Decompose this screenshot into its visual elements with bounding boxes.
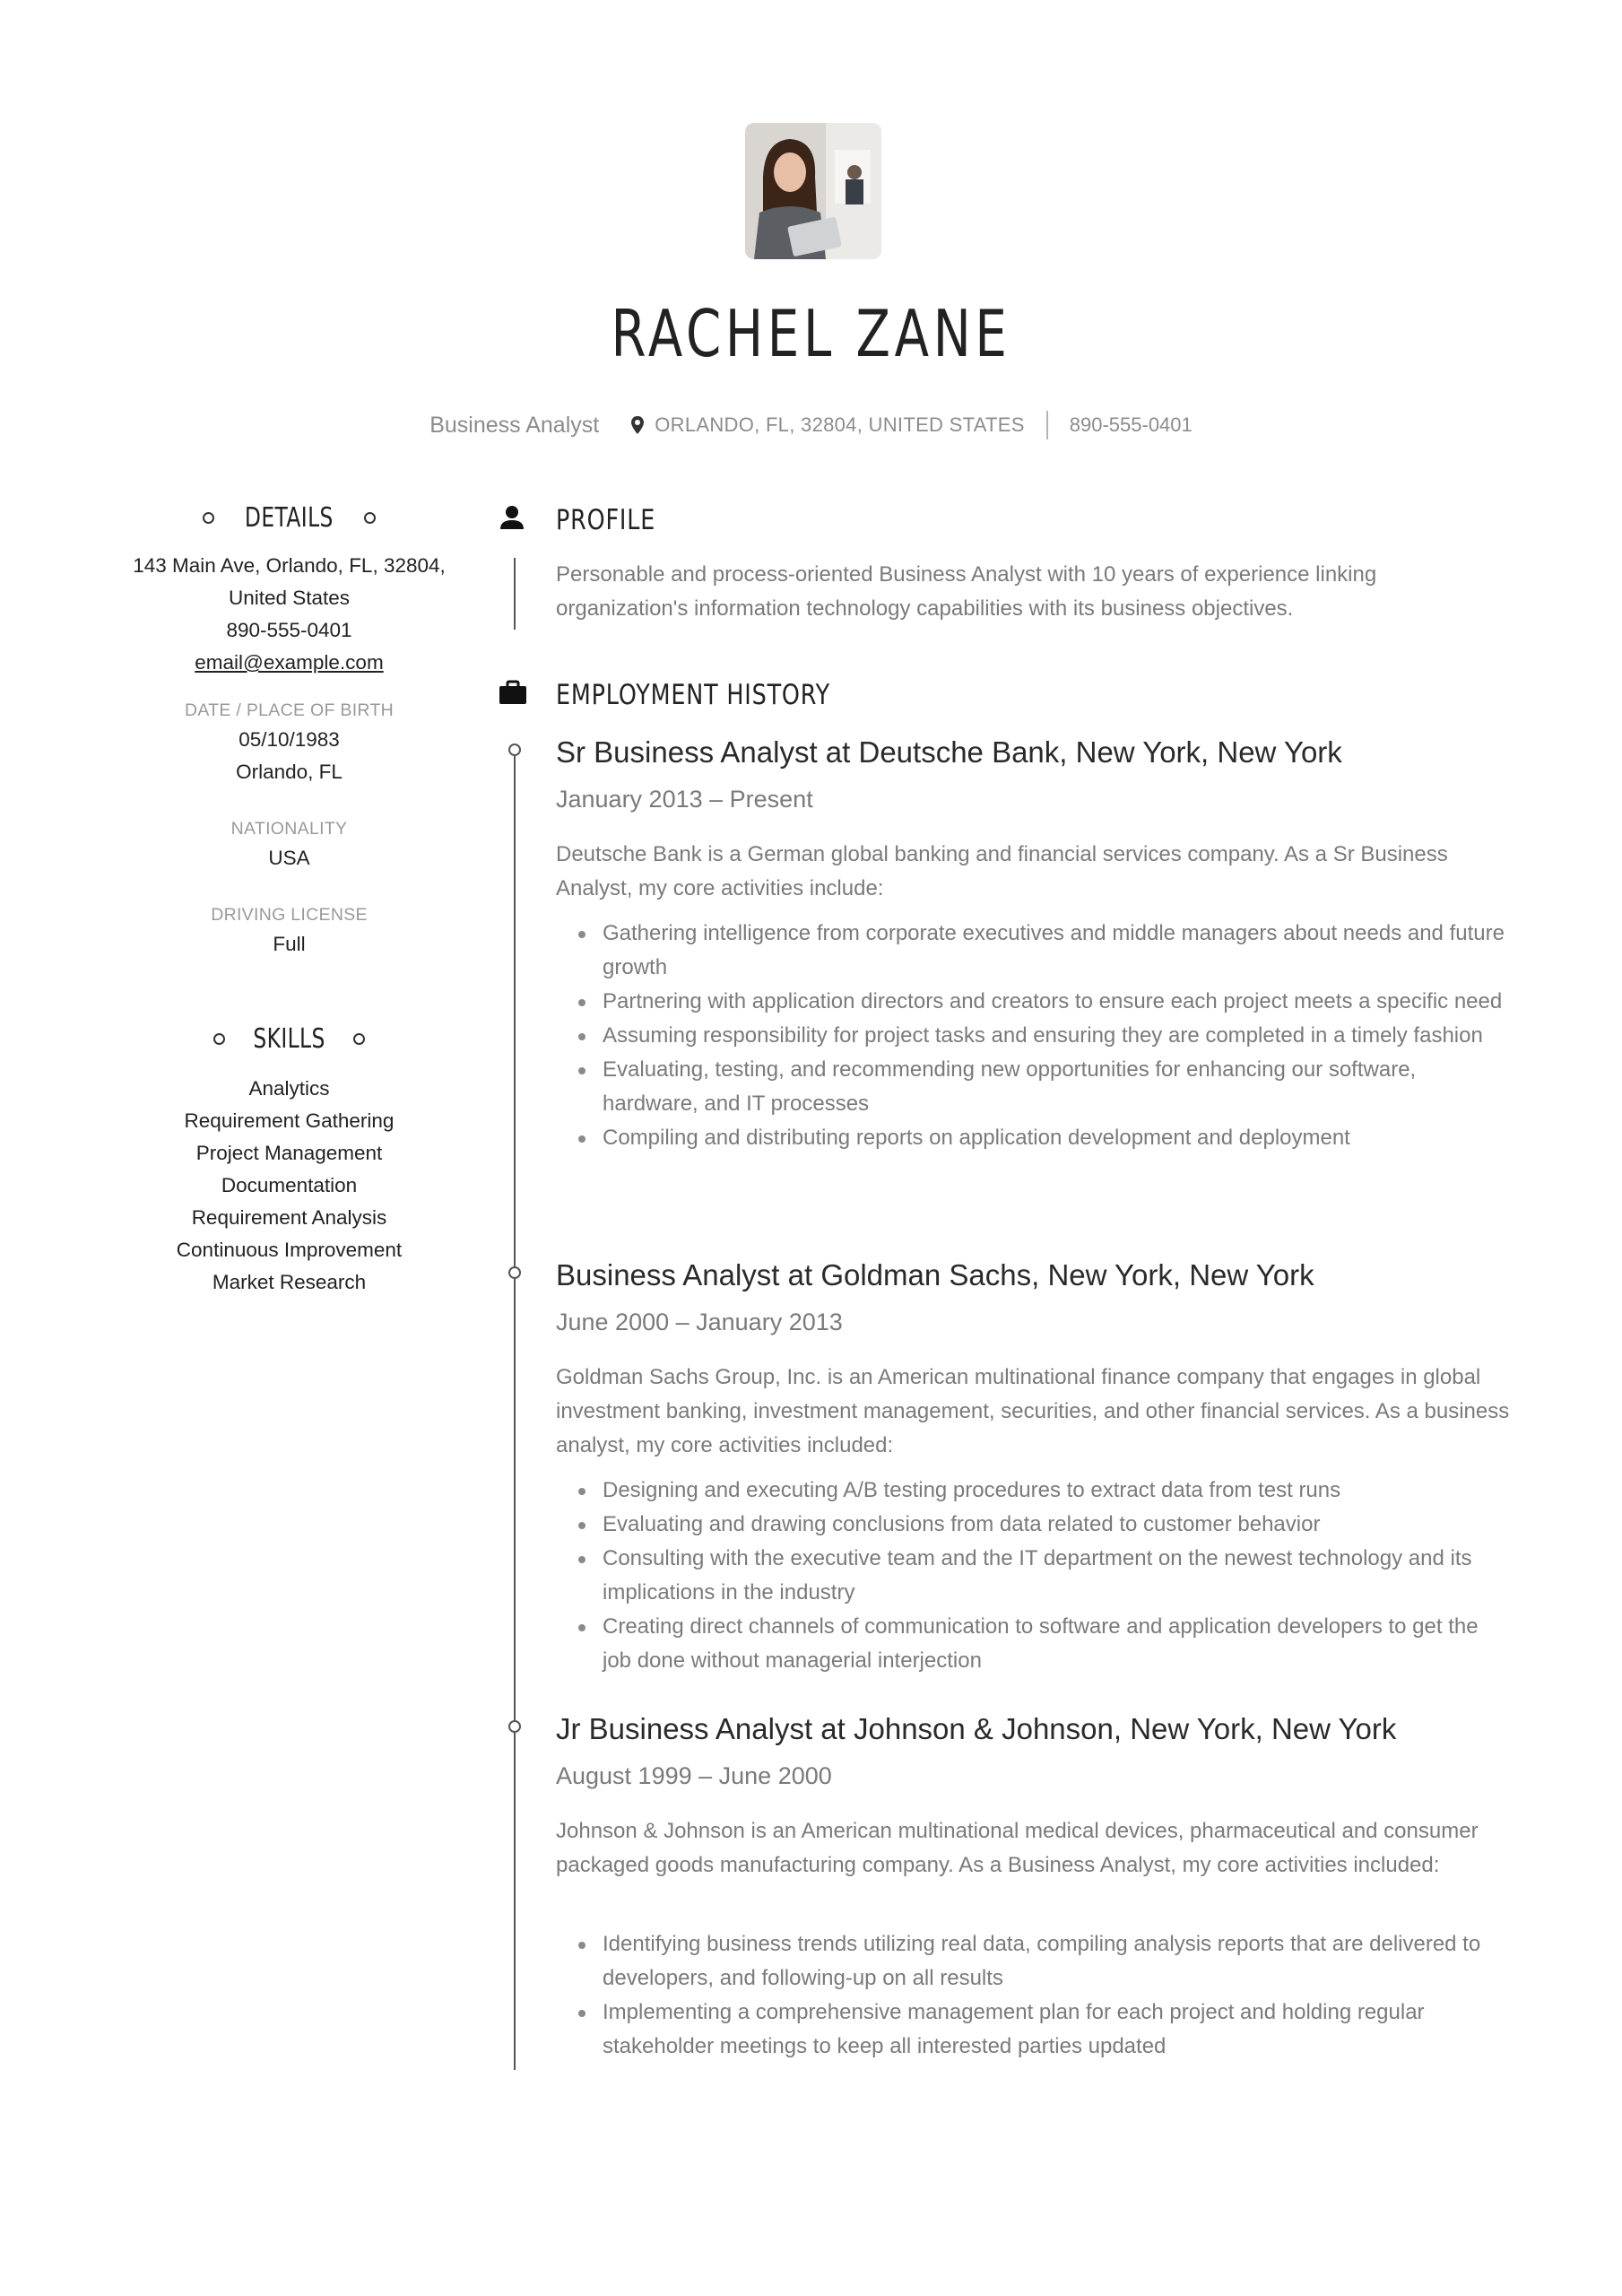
job-description-2: Goldman Sachs Group, Inc. is an American multinational finance company that engages in global investment banking, investment management, securities, and other financial services. As a business analyst, my core activities included: (556, 1365, 1510, 1457)
header-subline (0, 411, 1622, 439)
skills-heading: SKILLS (108, 1023, 471, 1055)
details-heading: DETAILS (108, 502, 471, 534)
nationality: USA (268, 847, 310, 869)
employment-timeline (514, 752, 516, 2070)
ring-icon (353, 1033, 365, 1045)
skill-item: Analytics (248, 1077, 330, 1100)
birth-date: 05/10/1983 (239, 728, 340, 751)
list-item: Evaluating and drawing conclusions from data related to customer behavior (556, 1508, 1506, 1542)
list-item: Creating direct channels of communication to software and application developers to get the job done without managerial interjection (556, 1610, 1506, 1678)
list-item: Partnering with application directors and creators to ensure each project meets a specific need (556, 985, 1506, 1019)
header-phone: 890-555-0401 (1069, 413, 1193, 436)
profile-text: Personable and process-oriented Business Analyst with 10 years of experience linking organization's information technology capabilities with its business objectives. (556, 562, 1377, 621)
profile-heading: PROFILE (556, 504, 656, 536)
divider (1046, 411, 1048, 439)
profile-photo (745, 123, 881, 259)
candidate-name: RACHEL ZANE (611, 296, 1011, 371)
job-bullets-3 (556, 1927, 1506, 2064)
address-line-1: 143 Main Ave, Orlando, FL, 32804, (133, 554, 446, 577)
ring-icon (203, 512, 214, 524)
job-title-3: Jr Business Analyst at Johnson & Johnson, New York, New York (556, 1712, 1397, 1745)
birth-place: Orlando, FL (236, 761, 343, 783)
job-bullets-1 (556, 917, 1506, 1155)
timeline-node (508, 744, 521, 756)
skill-item: Continuous Improvement (176, 1239, 403, 1261)
email-link[interactable]: email@example.com (195, 651, 384, 674)
list-item: Designing and executing A/B testing procedures to extract data from test runs (556, 1474, 1506, 1508)
job-title-1: Sr Business Analyst at Deutsche Bank, New York, New York (556, 735, 1342, 769)
address-line-2: United States (228, 587, 351, 609)
job-title: Business Analyst (429, 412, 600, 438)
job-dates-3: August 1999 – June 2000 (556, 1762, 832, 1789)
list-item: Evaluating, testing, and recommending new opportunities for enhancing our software, hardware, and IT processes (556, 1053, 1506, 1121)
timeline-node (508, 1720, 521, 1733)
license: Full (273, 933, 306, 955)
nationality-label: NATIONALITY (230, 819, 348, 839)
job-dates-2: June 2000 – January 2013 (556, 1309, 843, 1335)
employment-heading: EMPLOYMENT HISTORY (556, 679, 830, 711)
ring-icon (213, 1033, 225, 1045)
job-title-2: Business Analyst at Goldman Sachs, New York, New York (556, 1258, 1314, 1292)
person-icon (499, 505, 525, 535)
birth-label: DATE / PLACE OF BIRTH (184, 700, 395, 720)
ring-icon (364, 512, 376, 524)
timeline-node (508, 1266, 521, 1279)
location-pin-icon (629, 415, 646, 435)
license-label: DRIVING LICENSE (211, 905, 368, 925)
skill-item: Requirement Analysis (191, 1206, 387, 1229)
list-item: Compiling and distributing reports on application development and deployment (556, 1121, 1506, 1155)
skill-item: Market Research (212, 1271, 367, 1293)
skill-item: Requirement Gathering (184, 1109, 395, 1132)
job-description-1: Deutsche Bank is a German global banking and financial services company. As a Sr Business Analyst, my core activities include: (556, 842, 1448, 900)
skill-item: Documentation (221, 1174, 358, 1196)
briefcase-icon (499, 680, 527, 709)
location: ORLANDO, FL, 32804, UNITED STATES (655, 413, 1025, 436)
skill-item: Project Management (195, 1142, 383, 1164)
list-item: Consulting with the executive team and the IT department on the newest technology and its implications in the industry (556, 1542, 1506, 1610)
list-item: Assuming responsibility for project tasks and ensuring they are completed in a timely fashion (556, 1019, 1506, 1053)
list-item: Identifying business trends utilizing real data, compiling analysis reports that are delivered to developers, and following-up on all results (556, 1927, 1506, 1996)
list-item: Implementing a comprehensive management plan for each project and holding regular stakeholder meetings to keep all interested parties updated (556, 1996, 1506, 2064)
profile-timeline (514, 558, 516, 630)
details-phone: 890-555-0401 (226, 619, 352, 641)
list-item: Gathering intelligence from corporate executives and middle managers about needs and future growth (556, 917, 1506, 985)
job-dates-1: January 2013 – Present (556, 786, 813, 813)
job-description-3: Johnson & Johnson is an American multinational medical devices, pharmaceutical and consumer packaged goods manufacturing company. As a Business Analyst, my core activities included: (556, 1819, 1479, 1877)
job-bullets-2 (556, 1474, 1506, 1678)
left-column (108, 502, 471, 1299)
